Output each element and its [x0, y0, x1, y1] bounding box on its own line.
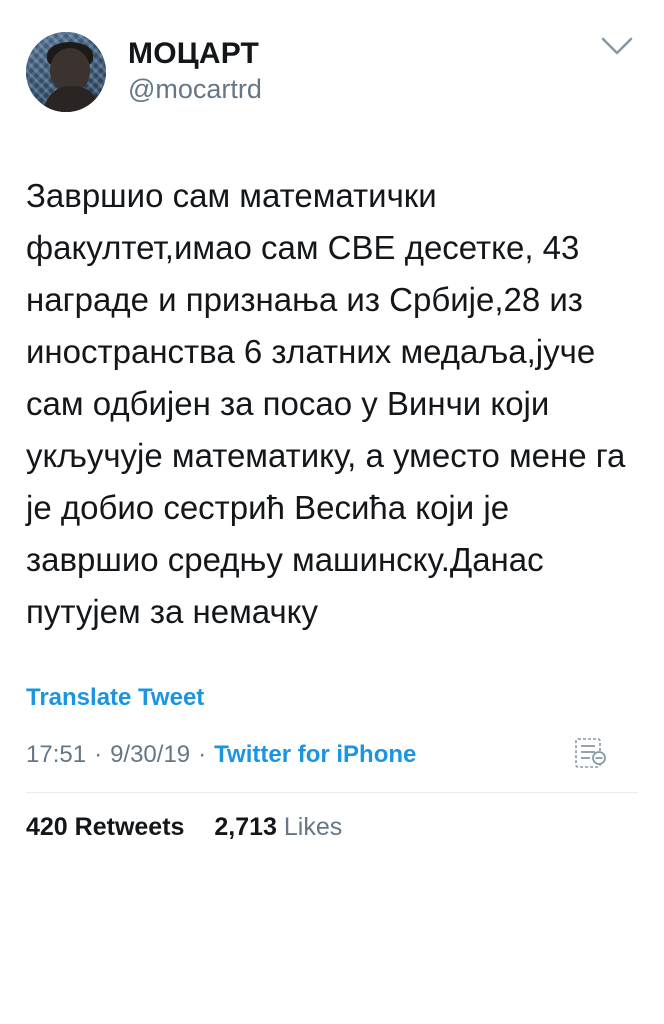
user-identity[interactable] — [128, 28, 262, 106]
chevron-down-icon[interactable] — [600, 34, 634, 60]
tweet-header — [26, 28, 638, 134]
tweet-date: 9/30/19 — [110, 741, 191, 768]
retweets-count[interactable]: 420 — [26, 813, 68, 841]
retweets-label[interactable]: Retweets — [74, 813, 185, 841]
display-name: МОЦАРТ — [128, 37, 260, 70]
likes-label[interactable]: Likes — [283, 813, 343, 841]
meta-separator-1: · — [94, 741, 103, 768]
tweet-text: Завршио сам математички факултет,имао сам СВЕ десетке, 43 награде и признања из Србије,28 из иностранства 6 златних медаља,јуче сам одбијен за посао у Винчи који укључује математику, а уместо мене га је добио сестрић Весића који је завршио средњу машинску.Данас путујем за немачку — [26, 177, 635, 630]
meta-divider — [26, 792, 638, 793]
tweet-source[interactable]: Twitter for iPhone — [214, 741, 417, 768]
tweet-meta — [26, 734, 638, 776]
analytics-icon[interactable] — [574, 736, 608, 770]
meta-separator-2: · — [198, 741, 207, 768]
avatar[interactable] — [26, 32, 106, 112]
tweet-time: 17:51 — [26, 741, 87, 768]
likes-count[interactable]: 2,713 — [214, 813, 277, 841]
tweet-stats — [26, 813, 638, 842]
translate-tweet-link[interactable]: Translate Tweet — [26, 684, 205, 711]
user-handle: @mocartrd — [128, 74, 262, 105]
